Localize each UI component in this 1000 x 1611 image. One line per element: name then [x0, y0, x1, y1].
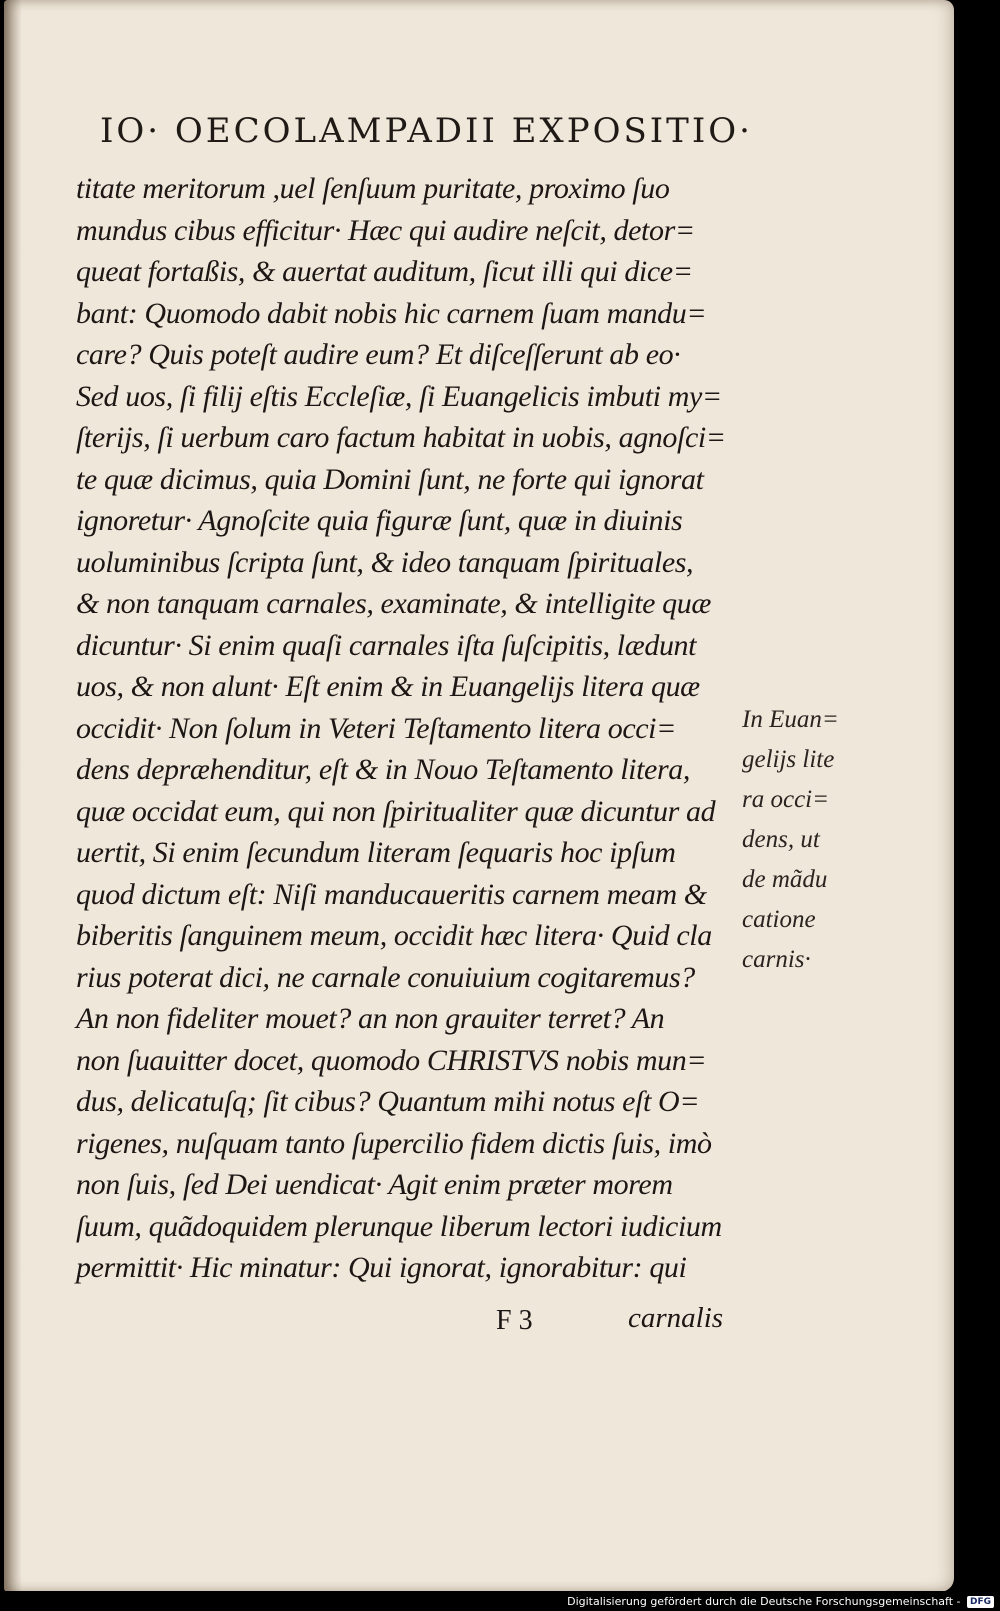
text-line: rius poterat dici, ne carnale conuiuium cogitaremus? [76, 960, 695, 994]
marginal-note-line: ra occi= [742, 786, 829, 813]
text-line: dus, delicatuſq; ſit cibus? Quantum mihi notus eſt O= [76, 1085, 700, 1118]
book-page [4, 0, 954, 1592]
text-line: An non fideliter mouet? an non grauiter terret? An [76, 1002, 665, 1035]
marginal-note-line: catione [742, 906, 816, 933]
text-line: occidit· Non ſolum in Veteri Teſtamento litera occi= [76, 711, 676, 745]
text-line: bant: Quomodo dabit nobis hic carnem ſuam mandu= [76, 296, 707, 330]
text-line: non ſuis, ſed Dei uendicat· Agit enim præter morem [76, 1168, 673, 1201]
marginal-note-line: dens, ut [742, 826, 820, 853]
text-line: titate meritorum ,uel ſenſuum puritate, proximo ſuo [76, 172, 670, 205]
marginal-note-line: In Euan= [742, 706, 839, 733]
text-line: permittit· Hic minatur: Qui ignorat, ignorabitur: qui [76, 1251, 687, 1284]
text-line: rigenes, nuſquam tanto ſupercilio fidem dictis ſuis, imò [76, 1126, 712, 1160]
text-line: Sed uos, ſi filij eſtis Eccleſiæ, ſi Euangelicis imbuti my= [76, 379, 722, 413]
text-line: uos, & non alunt· Eſt enim & in Euangelijs litera quæ [76, 670, 700, 703]
text-line: non ſuauitter docet, quomodo CHRISTVS nobis mun= [76, 1043, 707, 1077]
text-line: uertit, Si enim ſecundum literam ſequaris hoc ipſum [76, 836, 676, 869]
text-line: biberitis ſanguinem meum, occidit hæc litera· Quid cla [76, 919, 712, 952]
signature-mark: F 3 [496, 1305, 533, 1336]
text-line: te quæ dicimus, quia Domini ſunt, ne forte qui ignorat [76, 462, 704, 496]
marginal-note-line: gelijs lite [742, 746, 835, 773]
text-line: care? Quis poteſt audire eum? Et diſceſſerunt ab eo· [76, 338, 681, 371]
page-header: IO· OECOLAMPADII EXPOSITIO· [100, 111, 753, 151]
text-line: ignoretur· Agnoſcite quia figuræ ſunt, quæ in diuinis [76, 504, 683, 537]
text-line: queat fortaßis, & auertat auditum, ſicut illi qui dice= [76, 255, 693, 288]
text-line: mundus cibus efficitur· Hæc qui audire neſcit, detor= [76, 213, 695, 247]
marginal-note-line: de mãdu [742, 866, 828, 893]
catchword: carnalis [628, 1302, 724, 1334]
text-line: uoluminibus ſcripta ſunt, & ideo tanquam ſpirituales, [76, 545, 694, 579]
text-line: & non tanquam carnales, examinate, & intelligite quæ [76, 587, 711, 620]
text-line: quod dictum eſt: Niſi manducaueritis carnem meam & [76, 877, 707, 911]
body-text [76, 168, 756, 1289]
dfg-logo-icon: DFG [967, 1596, 994, 1608]
marginal-note-line: carnis· [742, 946, 811, 973]
text-line: ſterijs, ſi uerbum caro factum habitat in uobis, agnoſci= [76, 421, 726, 454]
marginal-note [742, 700, 852, 980]
text-line: dicuntur· Si enim quaſi carnales iſta ſuſcipitis, lædunt [76, 628, 697, 662]
footer-credit [567, 1595, 994, 1609]
footer-credit-text: Digitalisierung gefördert durch die Deutsche Forschungsgemeinschaft - [567, 1595, 961, 1608]
text-line: ſuum, quãdoquidem plerunque liberum lectori iudicium [76, 1209, 722, 1243]
text-line: dens depræhenditur, eſt & in Nouo Teſtamento litera, [76, 753, 690, 786]
text-line: quæ occidat eum, qui non ſpiritualiter quæ dicuntur ad [76, 794, 716, 828]
